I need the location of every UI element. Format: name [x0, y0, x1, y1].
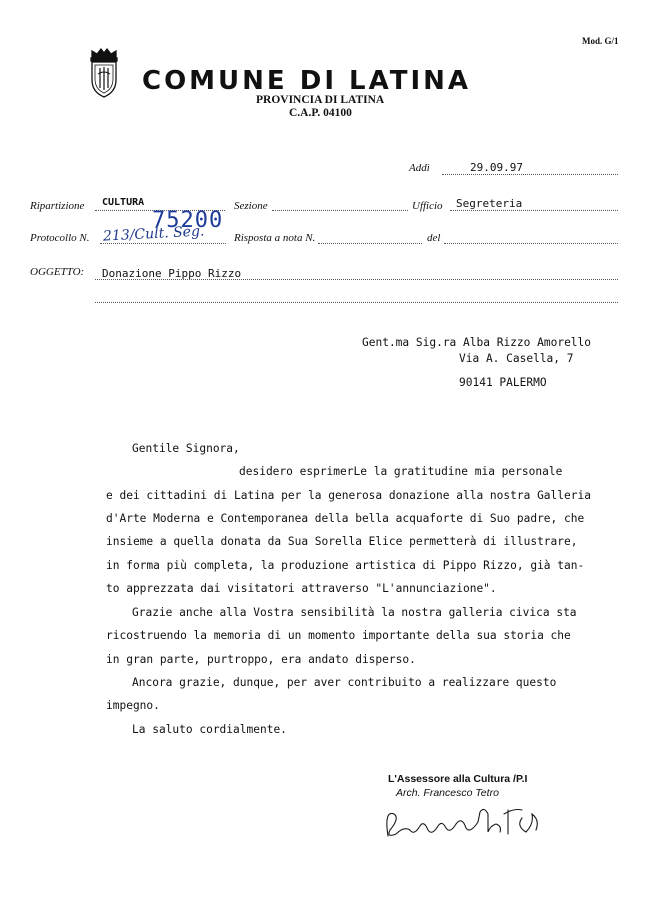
- recipient-line-1: Gent.ma Sig.ra Alba Rizzo Amorello: [362, 336, 592, 349]
- del-label: del: [427, 232, 441, 244]
- signature-name: Arch. Francesco Tetro: [396, 787, 499, 799]
- signature-role: L'Assessore alla Cultura /P.I: [388, 773, 528, 785]
- protocollo-label: Protocollo N.: [30, 232, 90, 244]
- ripartizione-label: Ripartizione: [30, 200, 85, 212]
- letter-line: e dei cittadini di Latina per la generosa donazione alla nostra Galleria: [106, 489, 591, 502]
- protocollo-handwritten: 213/Cult. Seg.: [102, 223, 205, 245]
- letter-line: in forma più completa, la produzione artistica di Pippo Rizzo, già tan-: [106, 559, 585, 572]
- letter-line: impegno.: [106, 699, 160, 712]
- risposta-label: Risposta a nota N.: [234, 232, 316, 244]
- postal-code-line: C.A.P. 04100: [289, 107, 352, 119]
- del-line: [444, 243, 618, 244]
- letter-line: in gran parte, purtroppo, era andato disperso.: [106, 653, 416, 666]
- province-line: PROVINCIA DI LATINA: [256, 94, 385, 106]
- ripartizione-value: CULTURA: [102, 197, 145, 208]
- letter-line: d'Arte Moderna e Contemporanea della bella acquaforte di Suo padre, che: [106, 512, 585, 525]
- risposta-line: [318, 243, 422, 244]
- protocollo-stamp: 75200: [152, 208, 224, 233]
- date-line: [442, 174, 618, 175]
- salutation: Gentile Signora,: [132, 442, 240, 455]
- page-title: COMUNE DI LATINA: [142, 66, 472, 96]
- oggetto-value: Donazione Pippo Rizzo: [102, 267, 242, 280]
- letter-line: to apprezzata dai visitatori attraverso "L'annunciazione".: [106, 582, 497, 595]
- date-label: Addì: [409, 162, 430, 174]
- sezione-label: Sezione: [234, 200, 268, 212]
- letter-line: La saluto cordialmente.: [132, 723, 287, 736]
- letter-line: Ancora grazie, dunque, per aver contribuito a realizzare questo: [132, 676, 557, 689]
- sezione-line: [272, 210, 408, 211]
- form-code: Mod. G/1: [582, 36, 619, 46]
- oggetto-label: OGGETTO:: [30, 266, 85, 278]
- ufficio-label: Ufficio: [412, 200, 443, 212]
- ufficio-value: Segreteria: [456, 197, 523, 210]
- ufficio-line: [450, 210, 618, 211]
- letter-line: desidero esprimerLe la gratitudine mia personale: [239, 465, 563, 478]
- letter-line: ricostruendo la memoria di un momento importante della sua storia che: [106, 629, 571, 642]
- recipient-line-3: 90141 PALERMO: [459, 376, 547, 389]
- date-value: 29.09.97: [470, 161, 523, 174]
- recipient-line-2: Via A. Casella, 7: [459, 352, 574, 365]
- oggetto-line-2: [95, 302, 618, 303]
- coat-of-arms-icon: [84, 44, 124, 100]
- handwritten-signature: [376, 796, 552, 848]
- letter-line: Grazie anche alla Vostra sensibilità la nostra galleria civica sta: [132, 606, 577, 619]
- letter-line: insieme a quella donata da Sua Sorella Elice permetterà di illustrare,: [106, 535, 578, 548]
